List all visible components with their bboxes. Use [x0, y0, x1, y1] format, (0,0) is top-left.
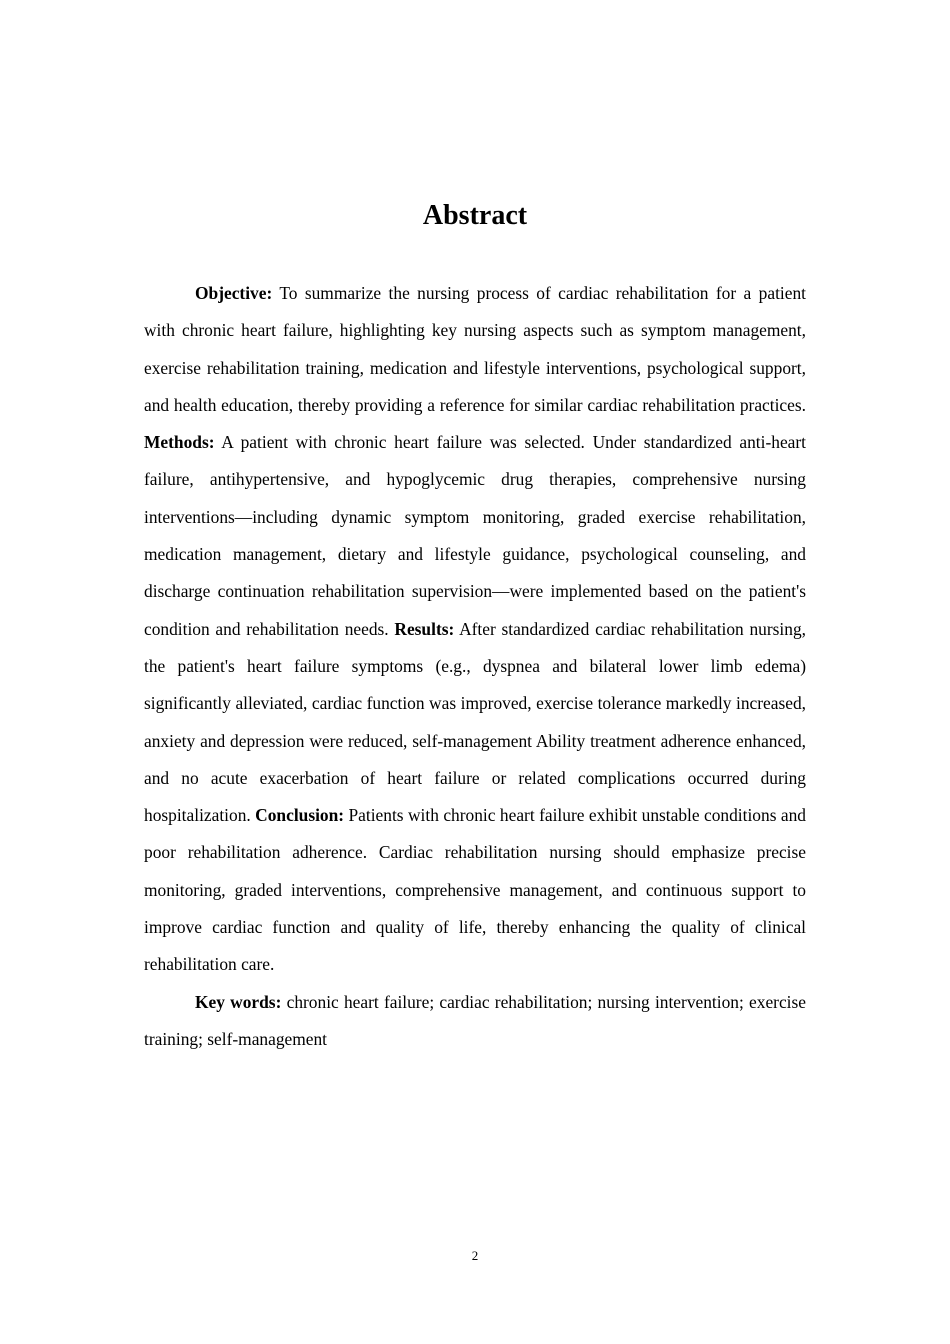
abstract-body [144, 275, 806, 1058]
results-label: Results: [394, 618, 455, 639]
keywords-text: chronic heart failure; cardiac rehabilitation; nursing intervention; exercise training; self-management [144, 991, 806, 1049]
abstract-paragraph [144, 275, 806, 984]
page-number: 2 [471, 1248, 479, 1263]
methods-text: A patient with chronic heart failure was selected. Under standardized anti-heart failure, antihypertensive, and hypoglycemic drug therapies, comprehensive nursing interventions—including dynamic symptom monitoring, graded exercise rehabilitation, medication management, dietary and lifestyle guidance, psychological counseling, and discharge continuation rehabilitation supervision—were implemented based on the patient's condition and rehabilitation needs. [144, 432, 806, 639]
results-text: After standardized cardiac rehabilitation nursing, the patient's heart failure symptoms (e.g., dyspnea and bilateral lower limb edema) significantly alleviated, cardiac function was improved, exercise tolerance markedly increased, anxiety and depression were reduced, self-management Ability treatment adherence enhanced, and no acute exacerbation of heart failure or related complications occurred during hospitalization. [144, 618, 806, 826]
conclusion-text: Patients with chronic heart failure exhibit unstable conditions and poor rehabilitation adherence. Cardiac rehabilitation nursing should emphasize precise monitoring, graded interventions, comprehensive management, and continuous support to improve cardiac function and quality of life, thereby enhancing the quality of clinical rehabilitation care. [144, 805, 806, 975]
page-title: Abstract [422, 200, 528, 231]
conclusion-label: Conclusion: [255, 805, 345, 826]
methods-label: Methods: [144, 432, 215, 453]
keywords-label: Key words: [195, 991, 282, 1012]
objective-label: Objective: [195, 283, 273, 303]
keywords-paragraph [144, 984, 806, 1059]
objective-text: To summarize the nursing process of cardiac rehabilitation for a patient with chronic heart failure, highlighting key nursing aspects such as symptom management, exercise rehabilitation training, medication and lifestyle interventions, psychological support, and health education, thereby providing a reference for similar cardiac rehabilitation practices. [144, 283, 806, 415]
